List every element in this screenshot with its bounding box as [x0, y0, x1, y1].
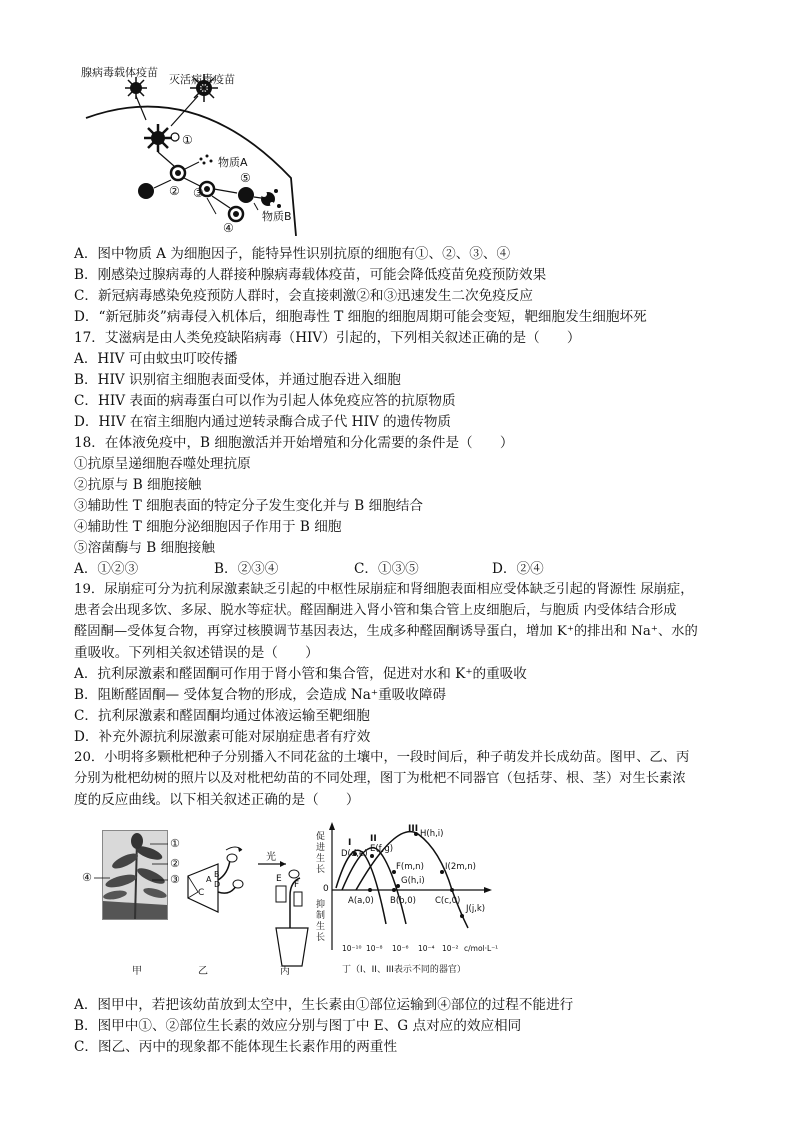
q19-option-d: D．补充外源抗利尿激素可能对尿崩症患者有疗效	[74, 729, 371, 745]
jia-mark-3: ③	[170, 873, 180, 886]
q18-stem: 18．在体液免疫中，B 细胞激活并开始增殖和分化需要的条件是（ ）	[74, 435, 514, 451]
q20-option-a: A．图甲中，若把该幼苗放到太空中，生长素由①部位运输到④部位的过程不能进行	[74, 997, 574, 1013]
point-e-label: E(f,g)	[370, 844, 394, 854]
y-label-inhibit: 抑制生长	[316, 900, 326, 943]
point-c-label: C(c,0)	[435, 896, 461, 906]
curve-iii-label: III	[408, 824, 419, 834]
q19-stem-line-3: 醛固酮—受体复合物，再穿过核膜调节基因表达，生成多种醛固酮诱导蛋白，增加 K⁺的排出和 Na⁺、水的	[74, 624, 698, 639]
q17-option-c: C．HIV 表面的病毒蛋白可以作为引起人体免疫应答的抗原物质	[74, 393, 456, 409]
plant-figures	[80, 820, 520, 980]
y-label-promote: 促进生长	[316, 832, 326, 875]
q18-choice-c: C．①③⑤	[354, 561, 419, 577]
jia-mark-1: ①	[170, 837, 180, 850]
yi-letter-a: A	[206, 875, 212, 884]
substance-a-dots	[200, 155, 213, 165]
q18-item-4: ④辅助性 T 细胞分泌细胞因子作用于 B 细胞	[74, 519, 342, 535]
x-tick-5: 10⁻²	[442, 944, 459, 953]
q16-option-d: D．“新冠肺炎”病毒侵入机体后，细胞毒性 T 细胞的细胞周期可能会变短，靶细胞发生细胞坏死	[74, 309, 647, 325]
bing-letter-f: F	[294, 880, 300, 890]
curve-i-label: I	[348, 838, 352, 848]
q20-stem-line-3: 度的反应曲线。以下相关叙述正确的是（ ）	[74, 792, 360, 808]
vaccine2-label: 灭活病毒疫苗	[169, 73, 235, 86]
jia-mark-2: ②	[170, 857, 180, 870]
x-tick-3: 10⁻⁶	[392, 944, 409, 953]
q18-item-3: ③辅助性 T 细胞表面的特定分子发生变化并与 B 细胞结合	[74, 498, 423, 514]
mark-4: ④	[223, 221, 234, 235]
q19-stem-line-4: 重吸收。下列相关叙述错误的是（ ）	[74, 645, 319, 661]
q20-stem-line-1: 20．小明将多颗枇杷种子分别播入不同花盆的土壤中，一段时间后，种子萌发并长成幼苗。图甲、乙、丙	[74, 750, 690, 765]
q17-option-d: D．HIV 在宿主细胞内通过逆转录酶合成子代 HIV 的遗传物质	[74, 414, 452, 430]
substance-a-label: 物质A	[218, 156, 248, 169]
point-i-label: I(2m,n)	[445, 862, 476, 872]
effector-t-cell-icon	[238, 187, 254, 203]
x-tick-4: 10⁻⁴	[418, 944, 435, 953]
point-j-label: J(j,k)	[466, 904, 486, 914]
q18-item-2: ②抗原与 B 细胞接触	[74, 477, 202, 493]
q16-option-a: A．图中物质 A 为细胞因子，能特异性识别抗原的细胞有①、②、③、④	[74, 246, 511, 262]
yi-letter-c: C	[198, 888, 205, 898]
curve-ii-label: II	[370, 834, 377, 844]
yi-letter-d: D	[214, 880, 221, 889]
point-a-label: A(a,0)	[348, 896, 374, 906]
caption-ding: 丁（I、II、III表示不同的器官）	[342, 965, 466, 975]
mark-2: ②	[169, 184, 180, 198]
b-cell-icon	[138, 183, 154, 199]
vaccine1-label: 腺病毒载体疫苗	[81, 66, 158, 79]
adenovirus-vector-icon	[125, 77, 147, 120]
zero-label: 0	[323, 884, 329, 894]
q20-stem-line-2: 分别为枇杷幼树的照片以及对枇杷幼苗的不同处理，图丁为枇杷不同器官（包括芽、根、茎）对生长素浓	[74, 771, 686, 786]
q17-option-b: B．HIV 识别宿主细胞表面受体，并通过胞吞进入细胞	[74, 372, 401, 388]
fig-ding-graph	[329, 822, 492, 950]
q18-item-5: ⑤溶菌酶与 B 细胞接触	[74, 540, 215, 556]
q18-choice-d: D．②④	[492, 561, 544, 577]
fig-bing-graphic	[258, 861, 308, 966]
immune-diagram	[76, 58, 306, 236]
caption-jia: 甲	[132, 966, 142, 977]
caption-yi: 乙	[198, 966, 208, 977]
antigen-presenting-cell-icon	[144, 124, 179, 152]
substance-b-label: 物质B	[262, 210, 292, 223]
mark-5: ⑤	[240, 171, 251, 185]
q16-option-b: B．刚感染过腺病毒的人群接种腺病毒载体疫苗，可能会降低疫苗免疫预防效果	[74, 267, 547, 283]
q18-choice-b: B．②③④	[214, 561, 279, 577]
yi-letter-b: B	[214, 870, 220, 879]
point-h-label: H(h,i)	[420, 829, 444, 839]
substance-b-icon	[261, 189, 281, 208]
bing-letter-e: E	[276, 874, 282, 884]
jia-mark-4: ④	[82, 871, 92, 884]
mark-1: ①	[182, 133, 193, 147]
q20-option-b: B．图甲中①、②部位生长素的效应分别与图丁中 E、G 点对应的效应相同	[74, 1018, 522, 1034]
q19-option-c: C．抗利尿激素和醛固酮均通过体液运输至靶细胞	[74, 708, 370, 724]
q19-stem-line-2: 患者会出现多饮、多尿、脱水等症状。醛固酮进入肾小管和集合管上皮细胞后，与胞质 内受体结合形成	[74, 603, 677, 618]
point-d-label: D(d,e)	[341, 849, 368, 859]
q19-stem-line-1: 19．尿崩症可分为抗利尿激素缺乏引起的中枢性尿崩症和肾细胞表面相应受体缺乏引起的肾源性 尿崩症，	[74, 582, 694, 597]
q18-choice-a: A．①②③	[74, 561, 139, 577]
q17-stem: 17．艾滋病是由人类免疫缺陷病毒（HIV）引起的，下列相关叙述正确的是（ ）	[74, 330, 581, 346]
point-b-label: B(b,0)	[390, 896, 416, 906]
q17-option-a: A．HIV 可由蚊虫叮咬传播	[74, 351, 238, 367]
mark-3: ③	[193, 186, 204, 200]
q19-option-a: A．抗利尿激素和醛固酮可作用于肾小管和集合管，促进对水和 K⁺的重吸收	[74, 666, 527, 682]
x-tick-1: 10⁻¹⁰	[342, 944, 362, 953]
point-g-label: G(h,i)	[401, 876, 425, 886]
point-f-label: F(m,n)	[396, 862, 424, 872]
q19-option-b: B．阻断醛固酮— 受体复合物的形成，会造成 Na⁺重吸收障碍	[74, 687, 447, 703]
caption-bing: 丙	[280, 966, 290, 977]
q18-item-1: ①抗原呈递细胞吞噬处理抗原	[74, 456, 251, 472]
x-unit: c/mol·L⁻¹	[464, 944, 499, 953]
x-tick-2: 10⁻⁸	[366, 944, 383, 953]
q20-option-c: C．图乙、丙中的现象都不能体现生长素作用的两重性	[74, 1039, 398, 1055]
q16-option-c: C．新冠病毒感染免疫预防人群时，会直接刺激②和③迅速发生二次免疫反应	[74, 288, 533, 304]
bing-light-label: 光	[266, 852, 276, 863]
